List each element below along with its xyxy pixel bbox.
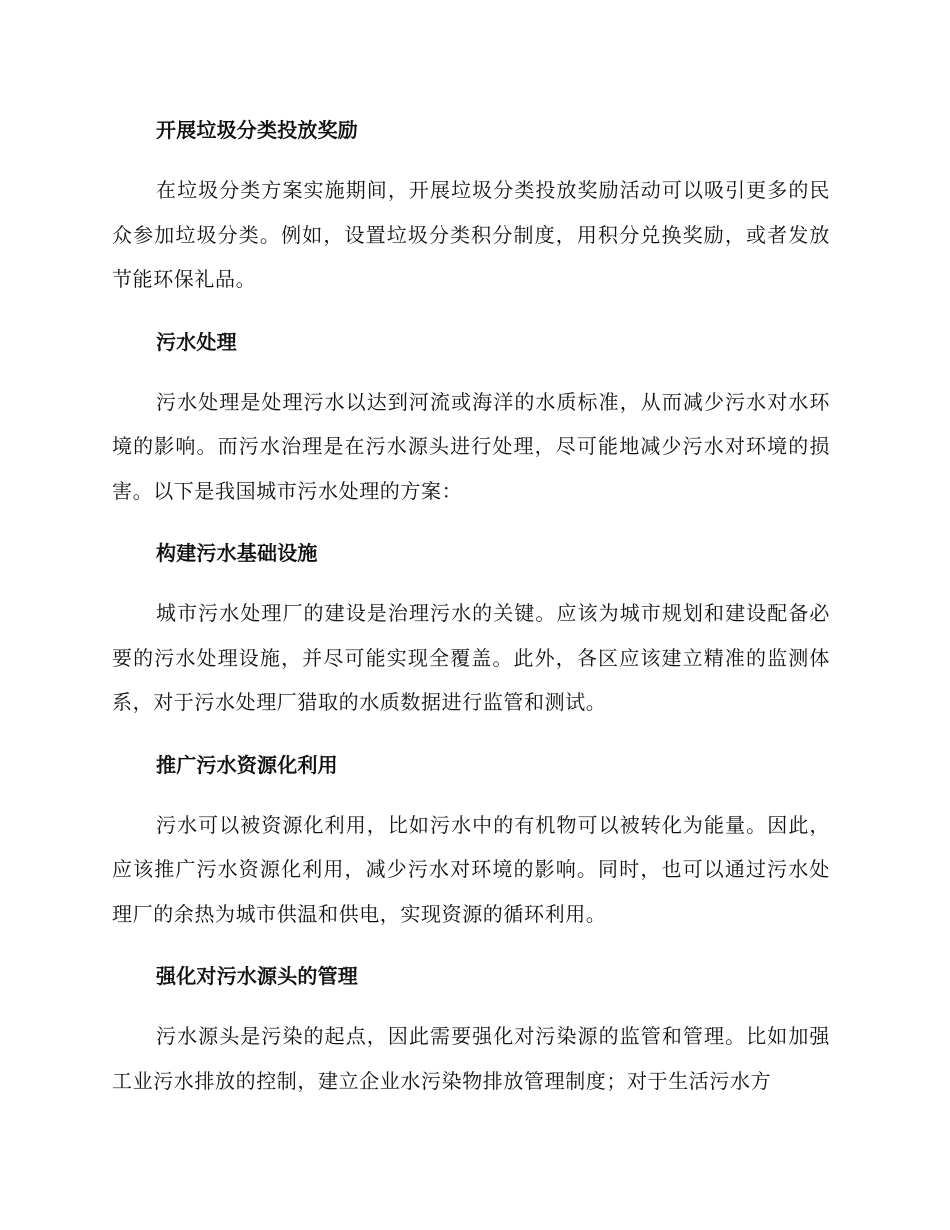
section-heading-sewage-treatment: 污水处理: [156, 329, 237, 354]
section-heading-source-management: 强化对污水源头的管理: [156, 964, 358, 988]
section-paragraph-sewage-reuse: 污水可以被资源化利用，比如污水中的有机物可以被转化为能量。因此，应该推广污水资源化利用，减少污水对环境的影响。同时，也可以通过污水处理厂的余热为城市供温和供电，实现资源的循环利用。: [112, 812, 830, 926]
section-heading-waste-sorting-reward: 开展垃圾分类投放奖励: [156, 118, 358, 142]
section-paragraph-sewage-infrastructure: 城市污水处理厂的建设是治理污水的关键。应该为城市规划和建设配备必要的污水处理设施，并尽可能实现全覆盖。此外，各区应该建立精准的监测体系，对于污水处理厂猎取的水质数据进行监管和测试。: [112, 601, 830, 714]
section-heading-sewage-reuse: 推广污水资源化利用: [156, 752, 338, 777]
document-body: [112, 112, 830, 1103]
section-heading-sewage-infrastructure: 构建污水基础设施: [156, 541, 318, 565]
section-paragraph-source-management: 污水源头是污染的起点，因此需要强化对污染源的监管和管理。比如加强工业污水排放的控制，建立企业水污染物排放管理制度；对于生活污水方: [112, 1024, 830, 1093]
section-paragraph-sewage-treatment: 污水处理是处理污水以达到河流或海洋的水质标准，从而减少污水对水环境的影响。而污水治理是在污水源头进行处理，尽可能地减少污水对环境的损害。以下是我国城市污水处理的方案：: [112, 389, 830, 503]
section-paragraph-waste-sorting-reward: 在垃圾分类方案实施期间，开展垃圾分类投放奖励活动可以吸引更多的民众参加垃圾分类。例如，设置垃圾分类积分制度，用积分兑换奖励，或者发放节能环保礼品。: [112, 178, 830, 291]
